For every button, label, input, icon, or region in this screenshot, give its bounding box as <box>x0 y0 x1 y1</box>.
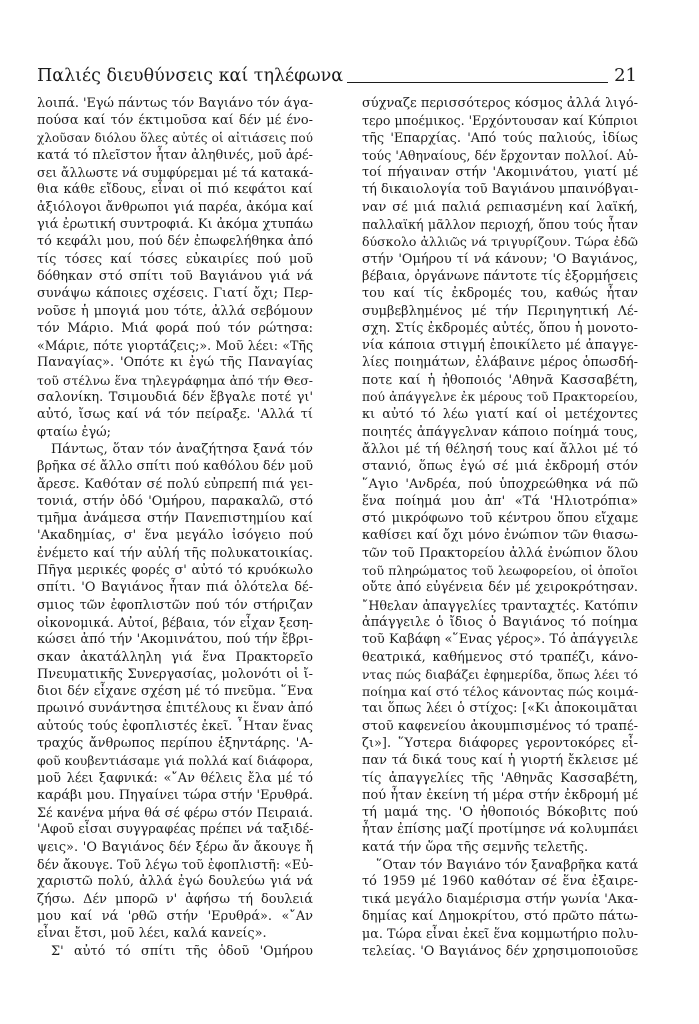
text-line: συμβεβλημένος μέ τήν Περιηγητική Λέ- <box>362 303 638 319</box>
text-line: μου καί νά 'ρθῶ στήν 'Ερυθρά». «῎Αν <box>37 908 313 924</box>
text-line: ῎Ηθελαν ἀπαγγελίες τρανταχτές. Κατόπιν <box>362 597 638 613</box>
text-line: μοῦ λέει ξαφνικά: «῎Αν θέλεις ἔλα μέ τό <box>37 770 313 786</box>
text-line: ἀπάγγειλε ὁ ἴδιος ὁ Βαγιάνος τό ποίημα <box>362 614 638 630</box>
text-line: κι αὐτό τό λέω γιατί καί οἱ μετέχοντες <box>362 407 638 423</box>
text-line: στανιό, ὅπως ἐγώ σέ μιά ἐκδρομή στόν <box>362 459 638 475</box>
left-text-column <box>37 95 313 960</box>
text-line: εἶναι ἔτσι, μοῦ λέει, καλά κανείς». <box>37 926 267 942</box>
text-line: πού ἦταν ἐκείνη τή μέρα στήν ἐκδρομή μέ <box>362 787 638 803</box>
text-line: γιά ἐρωτική συντροφιά. Κι ἀκόμα χτυπάω <box>37 217 313 233</box>
text-line: τίς τόσες καί τόσες εὐκαιρίες πού μοῦ <box>37 251 313 267</box>
text-line: σμιος τῶν ἐφοπλιστῶν πού τόν στήριζαν <box>37 597 313 613</box>
text-line: στήν 'Ομήρου τί νά κάνουν; 'Ο Βαγιάνος, <box>362 251 638 267</box>
text-line: δέν ἄκουγε. Τοῦ λέγω τοῦ ἐφοπλιστῆ: «Εὐ- <box>37 857 314 873</box>
text-line: συνάψω κάποιες σχέσεις. Γιατί ὄχι; Περ- <box>37 286 313 302</box>
text-line: τόν Μάριο. Μιά φορά πού τόν ρώτησα: <box>37 320 313 336</box>
text-line: Πῆγα μερικές φορές σ' αὐτό τό κρυόκωλο <box>37 563 313 579</box>
text-line: Πάντως, ὅταν τόν ἀναζήτησα ξανά τόν <box>51 441 313 457</box>
text-line: κατά τήν ὥρα τῆς σεμνῆς τελετῆς. <box>362 839 589 855</box>
text-line: Σέ κανένα μήνα θά σέ φέρω στόν Πειραιά. <box>37 805 313 821</box>
text-line: στό μικρόφωνο τοῦ κέντρου ὅπου εἴχαμε <box>362 511 638 527</box>
text-line: ἕνα ποίημά μου ἀπ' «Τά 'Ηλιοτρόπια» <box>362 493 638 509</box>
text-line: ἄρεσε. Καθόταν σέ πολύ εὐπρεπή πιά γει- <box>37 476 313 492</box>
text-line: καράβι μου. Πηγαίνει τώρα στήν 'Ερυθρά. <box>37 787 314 803</box>
text-line: κώσει ἀπό τήν 'Ακομινάτου, πού τήν ἔβρι- <box>37 632 313 648</box>
text-line: ποτε καί ἡ ἠθοποιός 'Αθηνᾶ Κασσαβέτη, <box>362 372 638 388</box>
text-line: ῞Οταν τόν Βαγιάνο τόν ξαναβρῆκα κατά <box>376 857 639 873</box>
text-line: σαλονίκη. Τσιμουδιά δέν ἔβγαλε ποτέ γι' <box>37 390 313 406</box>
text-line: φοῦ κουβεντιάσαμε γιά πολλά καί διάφορα, <box>37 753 314 769</box>
text-line: τραχύς ἄνθρωπος περίπου ἑξηντάρης. 'Α- <box>37 735 313 751</box>
text-line: θεατρικά, καθήμενος στό τραπέζι, κάνο- <box>362 649 638 665</box>
text-line: δημίας καί Δημοκρίτου, στό πρῶτο πάτω- <box>362 908 638 924</box>
text-line: ἄλλοι μέ τή θέλησή τους καί ἄλλοι μέ τό <box>362 441 638 457</box>
text-line: Πνευματικῆς Συνεργασίας, μολονότι οἱ ἴ- <box>37 666 313 682</box>
text-line: ποίημα καί στό τέλος κάνοντας πώς κοιμά- <box>362 684 639 700</box>
text-line: βέβαια, ὀργάνωνε πάντοτε τίς ἐξορμήσεις <box>362 268 638 284</box>
text-line: τοῦ στέλνω ἕνα τηλεγράφημα ἀπό τήν Θεσ- <box>37 372 313 388</box>
text-line: νία κάποια στιγμή ἐποικίλετο μέ ἀπαγγε- <box>362 338 638 354</box>
text-line: δόθηκαν στό σπίτι τοῦ Βαγιάνου γιά νά <box>37 268 313 284</box>
text-line: βρῆκα σέ ἄλλο σπίτι πού καθόλου δέν μοῦ <box>37 459 313 475</box>
text-line: χλοῦσαν διόλου ὅλες αὐτές οἱ αἰτιάσεις πού <box>37 130 313 145</box>
text-line: τῶν τοῦ Πρακτορείου ἀλλά ἐνώπιον ὅλου <box>362 545 638 561</box>
text-line: 'Ακαδημίας, σ' ἕνα μεγάλο ἰσόγειο πού <box>37 528 313 544</box>
right-text-column <box>362 95 638 960</box>
text-line: χαριστῶ πολύ, ἀλλά ἐγώ δουλεύω γιά νά <box>37 874 313 890</box>
text-line: τῆς 'Επαρχίας. 'Από τούς παλιούς, ἰδίως <box>362 130 638 146</box>
text-line: ἦταν ἐπίσης μαζί προτίμησε νά κολυμπάει <box>362 822 639 838</box>
text-line: τοῦ πληρώματος τοῦ λεωφορείου, οἱ ὁποῖοι <box>362 563 638 579</box>
text-line: ται ὅπως λέει ὁ στίχος: [«Κι ἀποκοιμᾶται <box>362 701 638 717</box>
text-line: οἰκονομικά. Αὐτοί, βέβαια, τόν εἶχαν ξεση- <box>37 614 313 630</box>
text-line: ζήσω. Δέν μπορῶ ν' ἀφήσω τή δουλειά <box>37 891 313 907</box>
text-line: «Μάριε, πότε γιορτάζεις;». Μοῦ λέει: «Τῆς <box>37 338 313 354</box>
text-line: του καί τίς ἐκδρομές του, καθώς ἦταν <box>362 286 638 302</box>
header-rule <box>347 82 608 83</box>
text-line: σύχναζε περισσότερος κόσμος ἀλλά λιγό- <box>362 96 638 111</box>
chapter-title: Παλιές διευθύνσεις καί τηλέφωνα <box>37 66 344 86</box>
text-line: φταίω ἐγώ; <box>37 424 112 440</box>
text-line: τερο μποέμικος. 'Ερχόντουσαν καί Κύπριοι <box>362 113 639 129</box>
text-line: τούς 'Αθηναίους, δέν ἔρχονταν πολλοί. Αὐ- <box>362 147 638 163</box>
text-line: μα. Τώρα εἶναι ἐκεῖ ἕνα κομμωτήριο πολυ- <box>362 926 638 942</box>
text-line: στοῦ καφενείου ἀκουμπισμένος τό τραπέ- <box>362 718 638 734</box>
text-line: νοῦσε ἡ μπογιά μου τότε, ἀλλά σεβόμουν <box>37 303 313 319</box>
running-header <box>37 63 637 87</box>
text-line: τοί πήγαιναν στήν 'Ακομινάτου, γιατί μέ <box>362 165 638 181</box>
text-line: ψεις». 'Ο Βαγιάνος δέν ξέρω ἄν ἄκουγε ἤ <box>37 839 313 855</box>
text-line: 'Αφοῦ εἶσαι συγγραφέας πρέπει νά ταξιδέ- <box>37 822 314 838</box>
text-line: παν τά δικά τους καί ἡ γιορτή ἔκλεισε μέ <box>362 753 638 769</box>
text-line: τοῦ Καβάφη «῞Ενας γέρος». Τό ἀπάγγειλε <box>362 632 638 648</box>
text-line: πού ἀπάγγελνε ἐκ μέρους τοῦ Πρακτορείου, <box>362 390 638 405</box>
text-line: λοιπά. 'Εγώ πάντως τόν Βαγιάνο τόν άγα- <box>37 96 314 111</box>
text-line: τή δικαιολογία τοῦ Βαγιάνου μπαινόβγαι- <box>362 182 639 198</box>
text-line: τονιά, στήν ὁδό 'Ομήρου, παρακαλῶ, στό <box>37 493 313 509</box>
text-line: αὐτούς τούς ἐφοπλιστές ἐκεῖ. ῏Ηταν ἕνας <box>37 718 313 734</box>
text-line: ντας πώς διαβάζει ἐφημερίδα, ὅπως λέει τό <box>362 666 638 682</box>
text-line: σπίτι. 'Ο Βαγιάνος ἦταν πιά ὁλότελα δέ- <box>37 580 313 596</box>
text-line: θια κάθε εἴδους, εἶναι οἱ πιό κεφάτοι καί <box>37 182 313 198</box>
text-line: Σ' αὐτό τό σπίτι τῆς ὁδοῦ 'Ομήρου <box>51 943 313 959</box>
text-line: σχη. Στίς ἐκδρομές αὐτές, ὅπου ἡ μονοτο- <box>362 320 638 336</box>
text-line: τελείας. 'Ο Βαγιάνος δέν χρησιμοποιοῦσε <box>362 943 638 959</box>
text-line: ἀξιόλογοι ἄνθρωποι γιά παρέα, ἀκόμα καί <box>37 199 314 215</box>
text-line: τή μαμά της. 'Ο ἠθοποιός Βόκοβιτς πού <box>362 805 638 821</box>
text-line: αὐτό, ἴσως καί νά τόν πείραξε. 'Αλλά τί <box>37 407 313 423</box>
text-line: ποιητές ἀπάγγελναν κάποιο ποίημά τους, <box>362 424 638 440</box>
text-line: διοι δέν εἶχανε σχέση μέ τό πνεῦμα. ῞Ενα <box>37 684 313 700</box>
text-line: ῞Αγιο 'Ανδρέα, πού ὑποχρεώθηκα νά πῶ <box>362 476 638 492</box>
text-line: οὔτε ἀπό εὐγένεια δέν μέ χειροκρότησαν. <box>362 580 638 596</box>
text-line: πρωινό συνάντησα ἐπιτέλους κι ἕναν ἀπό <box>37 701 313 717</box>
text-line: τό κεφάλι μου, πού δέν ἐπωφελήθηκα ἀπό <box>37 234 313 250</box>
text-line: πούσα καί τόν έκτιμοῦσα καί δέν μέ ένο- <box>37 113 313 129</box>
text-line: καθίσει καί ὄχι μόνο ἐνώπιον τῶν θιασω- <box>362 528 638 544</box>
text-line: ζι»]. ῞Υστερα διάφορες γεροντοκόρες εἶ- <box>362 735 638 751</box>
text-line: παλλαϊκή μᾶλλον περιοχή, ὅπου τούς ἦταν <box>362 217 638 233</box>
text-line: σει ἄλλωστε νά συμφύρεμαι μέ τά κατακά- <box>37 165 314 181</box>
text-line: ἐνέμετο καί τήν αὐλή τῆς πολυκατοικίας. <box>37 545 313 561</box>
text-line: δύσκολο ἀλλιῶς νά τριγυρίζουν. Τώρα ἐδῶ <box>362 234 638 250</box>
text-line: τικά μεγάλο διαμέρισμα στήν γωνία 'Ακα- <box>362 891 638 907</box>
text-line: σκαν ἀκατάλληλη γιά ἕνα Πρακτορεῖο <box>37 649 313 665</box>
text-line: λίες ποιημάτων, ἐλάβαινε μέρος ὁπωσδή- <box>362 355 638 371</box>
text-line: ναν σέ μιά παλιά ρεπιασμένη καί λαϊκή, <box>362 199 638 215</box>
text-line: τίς ἀπαγγελίες τῆς 'Αθηνᾶς Κασσαβέτη, <box>362 770 638 786</box>
text-line: τμῆμα ἀνάμεσα στήν Πανεπιστημίου καί <box>37 511 313 527</box>
text-line: Παναγίας». 'Οπότε κι ἐγώ τῆς Παναγίας <box>37 355 313 371</box>
text-line: τό 1959 μέ 1960 καθόταν σέ ἕνα ἐξαιρε- <box>362 874 638 890</box>
page-number: 21 <box>614 65 637 86</box>
text-line: κατά τό πλεῖστον ἦταν ἀληθινές, μοῦ ἀρέ- <box>37 147 313 163</box>
